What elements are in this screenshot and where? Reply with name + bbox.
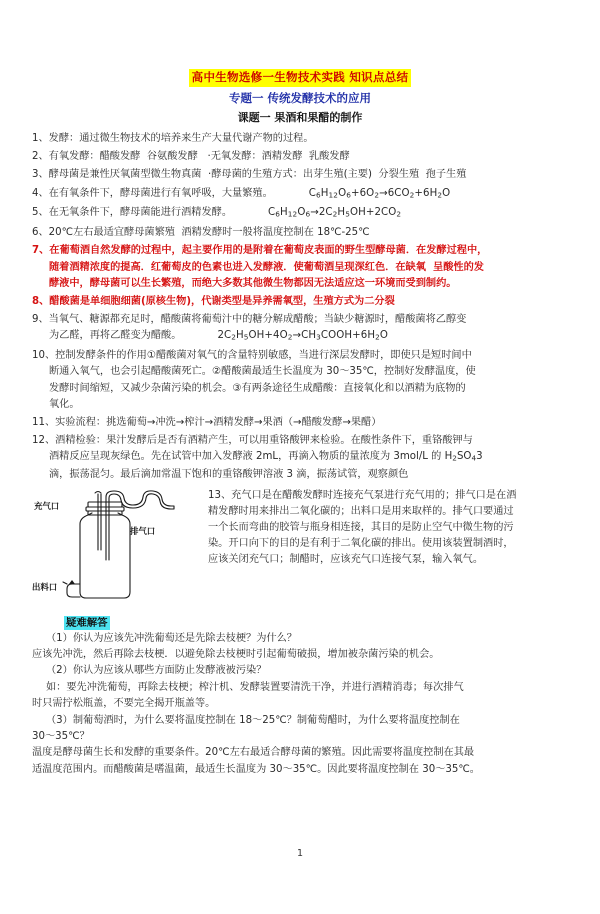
qa-answer-3-line: 温度是酵母菌生长和发酵的重要条件。20℃左右最适合酵母菌的繁殖。因此需要将温度控制在其最: [32, 747, 475, 759]
note-item-6: [32, 225, 570, 241]
note-item-11: [32, 415, 570, 431]
note-line: 7、在葡萄酒自然发酵的过程中，起主要作用的是附着在葡萄皮表面的野生型酵母菌．在发酵过程中，: [32, 245, 488, 257]
document-page: [0, 66, 600, 914]
note-line: 应该关闭充气口；制醋时，应该充气口连接气泵，输入氧气。: [208, 554, 484, 566]
notes-list: [32, 131, 570, 484]
chemical-equation-anaerobic: $C_6H_{12}O_6\to 2C_2H_5OH+2CO_2$: [268, 207, 402, 220]
subject-heading: 专题一 传统发酵技术的应用: [228, 91, 371, 105]
qa-question-2: （2）你认为应该从哪些方面防止发酵液被污染？: [46, 665, 267, 677]
note-line: 11、实验流程：挑选葡萄→冲洗→榨汁→酒精发酵→果酒（→醋酸发酵→果醋）: [32, 417, 382, 429]
qa-section-heading: 疑难解答: [66, 616, 108, 629]
note-line: 1、发酵：通过微生物技术的培养来生产大量代谢产物的过程。: [32, 133, 314, 144]
note-text: 为乙醛，再将乙醛变为醋酸。: [49, 330, 182, 342]
note-line: 3、酵母菌是兼性厌氧菌型微生物真菌 ·酵母菌的生殖方式：出芽生殖(主要) 分裂生殖 孢子生殖: [32, 169, 467, 181]
note-line: 发酵时间缩短，又减少杂菌污染的机会。③有两条途径生成醋酸：直接氧化和以酒精为底物的: [49, 382, 466, 394]
note-item-3: [32, 167, 570, 183]
note-text: 4、在有氧条件下，酵母菌进行有氧呼吸，大量繁殖。: [32, 187, 273, 199]
note-line: 随着酒精浓度的提高．红葡萄皮的色素也进入发酵液．使葡萄酒呈现深红色．在缺氧 呈酸性的发: [49, 261, 484, 273]
note-line: 染。开口向下的目的是有利于二氧化碳的排出。使用该装置制酒时，: [208, 538, 514, 550]
qa-heading-container: [64, 611, 600, 630]
note-item-4: [32, 186, 570, 204]
topic-heading: 课题一 果酒和果醋的制作: [237, 111, 363, 124]
note-item-1: [32, 131, 570, 147]
figure-label-inlet: 充气口: [34, 500, 60, 511]
note-line: 氧化。: [49, 398, 80, 410]
note-line: 8、醋酸菌是单细胞细菌(原核生物)，代谢类型是异养需氧型，生殖方式为二分裂: [32, 296, 395, 308]
note-line: 滴，振荡混匀。最后滴加常温下饱和的重铬酸钾溶液 3 滴，振荡试管，观察颜色: [49, 469, 409, 481]
note-item-8: [32, 294, 570, 310]
qa-answer-3-line: 适温度范围内。而醋酸菌是嗜温菌，最适生长温度为 30～35℃。因此要将温度控制在 30～35℃。: [32, 763, 480, 775]
note-line: 12、酒精检验：果汁发酵后是否有酒精产生，可以用重铬酸钾来检验。在酸性条件下，重铬酸钾与: [32, 435, 473, 447]
note-item-12: [32, 433, 570, 483]
note-line: [32, 186, 570, 204]
note-line: [32, 205, 570, 223]
note-text: 5、在无氧条件下，酵母菌能进行酒精发酵。: [32, 207, 233, 219]
qa-answer-2-line: 时只需拧松瓶盖，不要完全揭开瓶盖等。: [32, 698, 216, 710]
note-line: 9、当氧气、糖源都充足时，醋酸菌将葡萄汁中的糖分解成醋酸；当缺少糖源时，醋酸菌将乙醇变: [32, 314, 467, 326]
note-line: 酒精反应呈现灰绿色。先在试管中加入发酵液 2mL，再滴入物质的量浓度为 3mol/L 的 $H_2SO_43$: [49, 451, 483, 464]
page-title: 高中生物选修一生物技术实践 知识点总结: [189, 69, 412, 87]
note-item-13: [208, 488, 600, 569]
note-line: [32, 328, 570, 346]
figure-label-outlet: 排气口: [130, 525, 156, 536]
qa-question-1: （1）你认为应该先冲洗葡萄还是先除去枝梗？为什么？: [46, 632, 297, 644]
note-line: 10、控制发酵条件的作用①醋酸菌对氧气的含量特别敏感，当进行深层发酵时，即使只是短时间中: [32, 350, 472, 362]
figure-and-note-13: [0, 488, 600, 606]
qa-answer-1: 应该先冲洗，然后再除去枝梗．以避免除去枝梗时引起葡萄破损，增加被杂菌污染的机会。: [32, 648, 440, 660]
note-line: 13、充气口是在醋酸发酵时连接充气泵进行充气用的；排气口是在酒: [208, 489, 517, 501]
qa-question-3-line: 30～35℃？: [32, 730, 90, 742]
note-line: 酵液中，酵母菌可以生长繁殖，而绝大多数其他微生物都因无法适应这一环境而受到制约。: [49, 277, 457, 289]
note-item-9: [32, 312, 570, 346]
note-item-2: [32, 149, 570, 165]
qa-answer-2-line: 如：要先冲洗葡萄，再除去枝梗；榨汁机、发酵装置要清洗干净，并进行酒精消毒；每次排气: [46, 681, 464, 693]
chemical-equation-acetic: $2C_2H_5OH+4O_2\to CH_3COOH+6H_2O$: [217, 330, 388, 343]
page-number: 1: [296, 848, 304, 859]
note-item-7: [32, 243, 570, 292]
fermentation-bottle-apparatus: [32, 488, 202, 604]
qa-list: [32, 631, 570, 779]
qa-question-3-line: （3）制葡萄酒时，为什么要将温度控制在 18～25℃？制葡萄醋时，为什么要将温度控制在: [46, 714, 460, 726]
note-line: 6、20℃左右最适宜酵母菌繁殖 酒精发酵时一般将温度控制在 18℃-25℃: [32, 227, 370, 239]
figure-label-drain: 出料口: [32, 581, 58, 592]
note-item-5: [32, 205, 570, 223]
note-line: 2、有氧发酵：醋酸发酵 谷氨酸发酵 ·无氧发酵：酒精发酵 乳酸发酵: [32, 151, 350, 163]
document-title-container: [0, 66, 600, 87]
note-item-10: [32, 348, 570, 413]
note-line: 精发酵时用来排出二氧化碳的；出料口是用来取样的。排气口要通过: [208, 505, 514, 517]
chemical-equation-aerobic: $C_6H_{12}O_6+6O_2\to 6CO_2+6H_2O$: [308, 187, 451, 200]
note-line: 一个长而弯曲的胶管与瓶身相连接，其目的是防止空气中微生物的污: [208, 521, 514, 533]
note-line: 断通入氧气，也会引起醋酸菌死亡。②醋酸菌最适生长温度为 30～35℃，控制好发酵温度，使: [49, 366, 476, 378]
